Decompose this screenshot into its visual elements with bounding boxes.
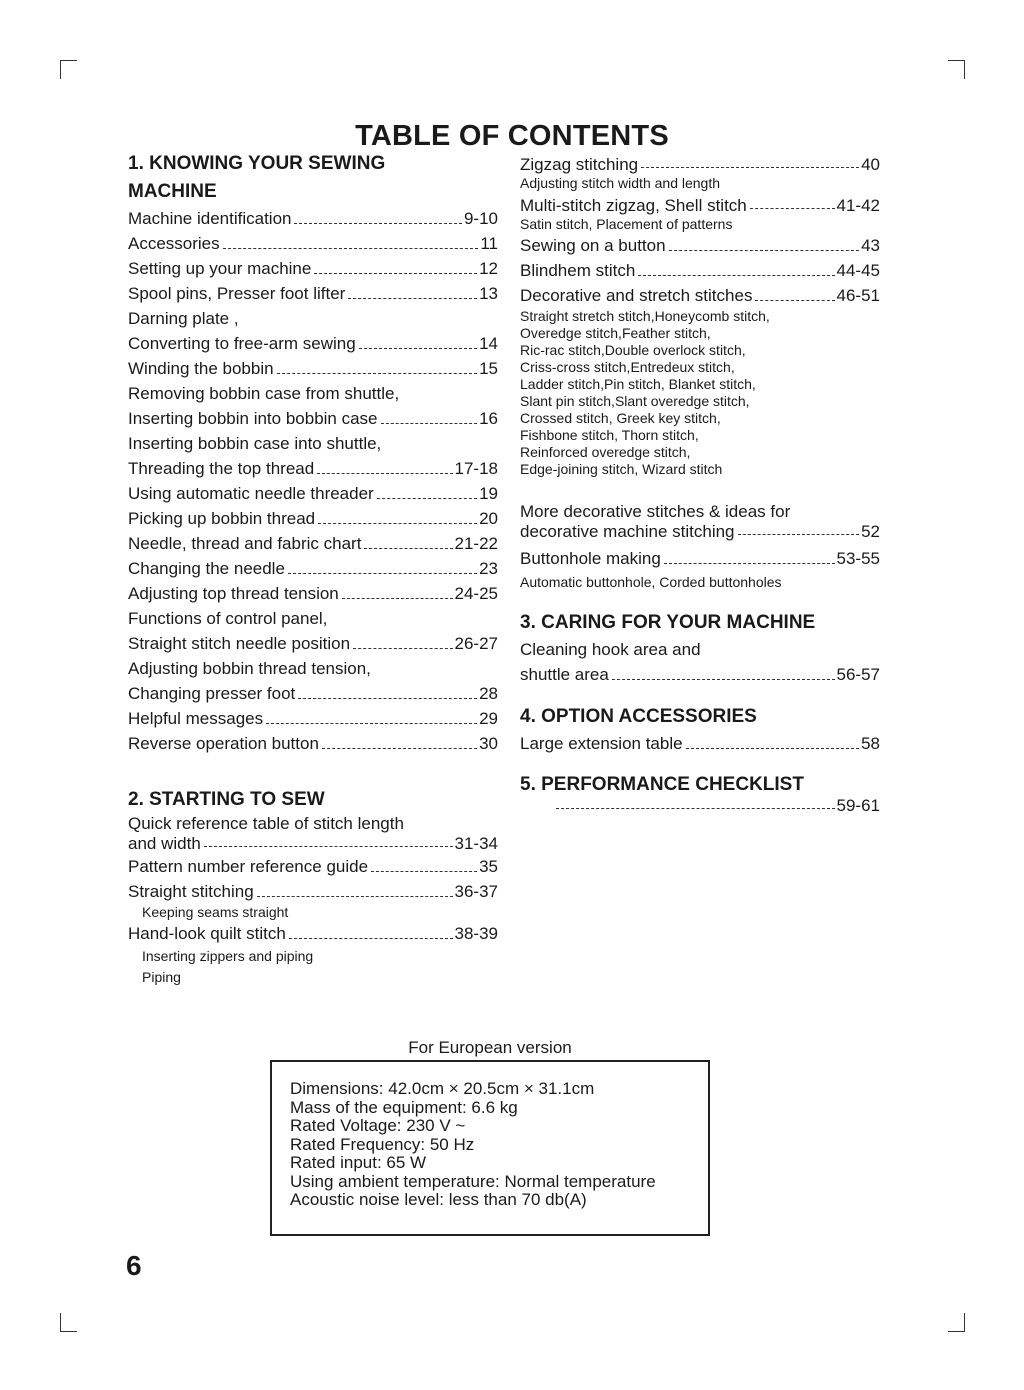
- spec-line: Using ambient temperature: Normal temperature: [290, 1171, 656, 1191]
- toc-subentry: Ric-rac stitch,Double overlock stitch,: [520, 342, 746, 358]
- toc-entry-line: Quick reference table of stitch length: [128, 814, 404, 833]
- toc-entry-line: Inserting bobbin case into shuttle,: [128, 434, 382, 453]
- toc-entry-line: More decorative stitches & ideas for: [520, 502, 791, 521]
- spec-line: Rated Frequency: 50 Hz: [290, 1134, 475, 1154]
- toc-subentry: Criss-cross stitch,Entredeux stitch,: [520, 359, 735, 375]
- spec-line: Rated input: 65 W: [290, 1153, 427, 1172]
- page-title: TABLE OF CONTENTS: [355, 120, 669, 152]
- toc-entry[interactable]: Sewing on a button 43: [520, 236, 880, 255]
- toc-entry[interactable]: Buttonhole making 53-55: [520, 549, 880, 568]
- european-specs-box: [270, 1060, 710, 1236]
- toc-entry[interactable]: and width 31-34: [128, 834, 498, 853]
- toc-entry-line: Removing bobbin case from shuttle,: [128, 384, 400, 403]
- section-4-heading: 4. OPTION ACCESSORIES: [520, 706, 757, 727]
- toc-subentry: Satin stitch, Placement of patterns: [520, 216, 733, 232]
- toc-entry[interactable]: Threading the top thread 17-18: [128, 459, 498, 478]
- toc-subentry: Straight stretch stitch,Honeycomb stitch,: [520, 308, 770, 324]
- toc-entry[interactable]: shuttle area 56-57: [520, 665, 880, 684]
- toc-entry[interactable]: Using automatic needle threader 19: [128, 484, 498, 503]
- toc-entry[interactable]: Setting up your machine 12: [128, 259, 498, 278]
- toc-entry[interactable]: Helpful messages 29: [128, 709, 498, 728]
- section-5-heading: 5. PERFORMANCE CHECKLIST: [520, 774, 804, 795]
- toc-subentry: Adjusting stitch width and length: [520, 175, 721, 191]
- spec-line: Mass of the equipment: 6.6 kg: [290, 1097, 518, 1117]
- toc-entry[interactable]: Winding the bobbin 15: [128, 359, 498, 378]
- toc-entry[interactable]: Multi-stitch zigzag, Shell stitch 41-42: [520, 196, 880, 215]
- section-1-heading-cont: MACHINE: [128, 181, 217, 202]
- toc-entry[interactable]: Accessories 11: [128, 234, 498, 253]
- toc-entry[interactable]: Hand-look quilt stitch 38-39: [128, 924, 498, 943]
- toc-subentry: Overedge stitch,Feather stitch,: [520, 325, 711, 341]
- toc-entry[interactable]: Straight stitching 36-37: [128, 882, 498, 901]
- toc-entry[interactable]: 59-61: [520, 796, 880, 816]
- toc-subentry: Slant pin stitch,Slant overedge stitch,: [520, 393, 750, 409]
- toc-subentry: Inserting zippers and piping: [142, 948, 314, 964]
- crop-mark-bottom-left: [60, 1313, 77, 1332]
- spec-line: Acoustic noise level: less than 70 db(A): [290, 1190, 587, 1209]
- toc-entry[interactable]: Changing presser foot 28: [128, 684, 498, 703]
- toc-subentry: Fishbone stitch, Thorn stitch,: [520, 427, 699, 443]
- section-2-heading: 2. STARTING TO SEW: [128, 789, 325, 810]
- toc-subentry-list: [520, 308, 880, 478]
- toc-entry[interactable]: Adjusting top thread tension 24-25: [128, 584, 498, 603]
- toc-entry[interactable]: Reverse operation button 30: [128, 734, 498, 753]
- toc-entry[interactable]: decorative machine stitching 52: [520, 522, 880, 541]
- toc-entry-line: Darning plate ,: [128, 309, 239, 328]
- toc-entry[interactable]: Straight stitch needle position 26-27: [128, 634, 498, 653]
- toc-entry[interactable]: Blindhem stitch 44-45: [520, 261, 880, 280]
- toc-entry[interactable]: Spool pins, Presser foot lifter 13: [128, 284, 498, 303]
- toc-entry[interactable]: Changing the needle 23: [128, 559, 498, 578]
- section-3-heading: 3. CARING FOR YOUR MACHINE: [520, 612, 816, 633]
- crop-mark-top-right: [948, 60, 965, 79]
- toc-entry-line: Adjusting bobbin thread tension,: [128, 659, 371, 678]
- toc-entry[interactable]: Pattern number reference guide 35: [128, 857, 498, 876]
- toc-entry-line: Functions of control panel,: [128, 609, 328, 628]
- toc-entry[interactable]: Inserting bobbin into bobbin case 16: [128, 409, 498, 428]
- toc-subentry: Crossed stitch, Greek key stitch,: [520, 410, 721, 426]
- toc-entry[interactable]: Decorative and stretch stitches 46-51: [520, 286, 880, 305]
- toc-entry[interactable]: Zigzag stitching 40: [520, 155, 880, 174]
- left-column: [128, 150, 498, 988]
- toc-entry[interactable]: Picking up bobbin thread 20: [128, 509, 498, 528]
- crop-mark-top-left: [60, 60, 77, 79]
- toc-subentry: Automatic buttonhole, Corded buttonholes: [520, 574, 782, 590]
- section-1-heading: 1. KNOWING YOUR SEWING: [128, 153, 386, 174]
- european-version-label: For European version: [408, 1038, 572, 1057]
- spec-line: Rated Voltage: 230 V ~: [290, 1116, 466, 1135]
- toc-subentry: Keeping seams straight: [142, 904, 289, 920]
- toc-subentry: Ladder stitch,Pin stitch, Blanket stitch,: [520, 376, 756, 392]
- toc-subentry: Reinforced overedge stitch,: [520, 444, 691, 460]
- toc-entry[interactable]: Machine identification 9-10: [128, 209, 498, 228]
- toc-entry[interactable]: Large extension table 58: [520, 734, 880, 753]
- spec-line: Dimensions: 42.0cm × 20.5cm × 31.1cm: [290, 1079, 595, 1098]
- toc-entry-line: Cleaning hook area and: [520, 640, 701, 659]
- toc-subentry: Edge-joining stitch, Wizard stitch: [520, 461, 723, 477]
- page-number: 6: [126, 1250, 142, 1281]
- right-column: [520, 155, 880, 816]
- crop-mark-bottom-right: [948, 1313, 965, 1332]
- toc-subentry: Piping: [142, 969, 181, 985]
- toc-entry[interactable]: Needle, thread and fabric chart 21-22: [128, 534, 498, 553]
- toc-entry[interactable]: Converting to free-arm sewing 14: [128, 334, 498, 353]
